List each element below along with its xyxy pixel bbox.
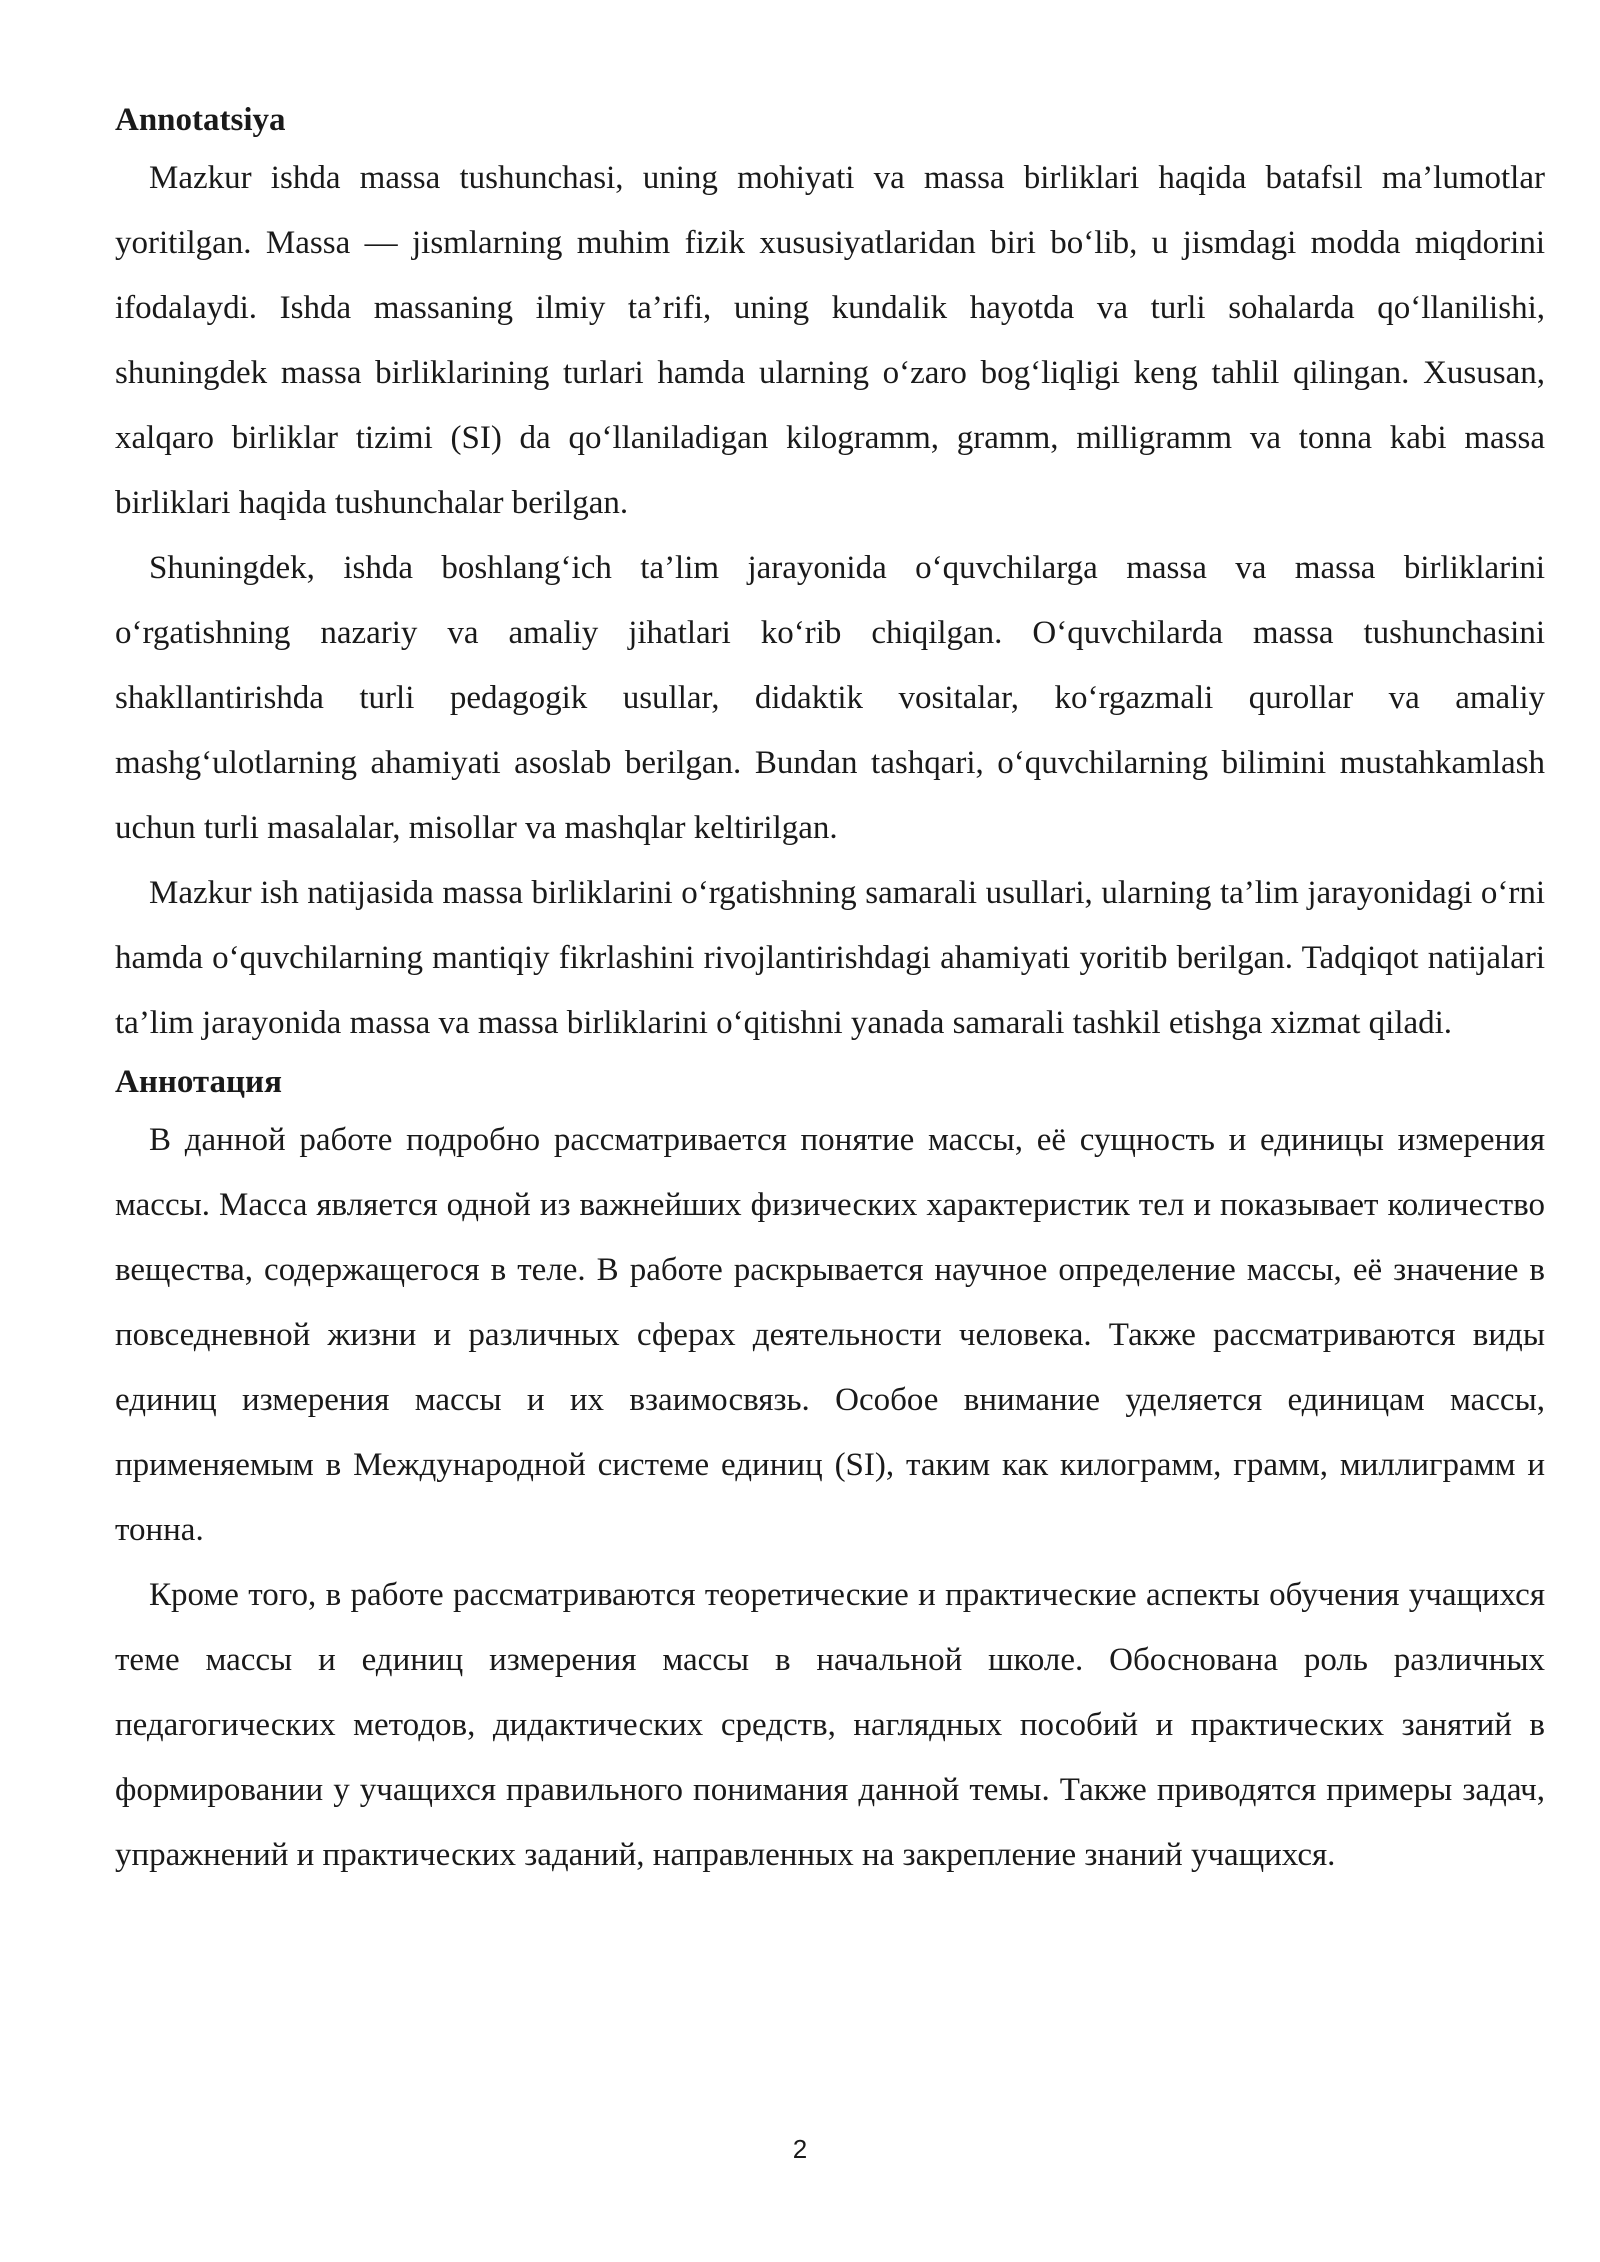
paragraph: В данной работе подробно рассматривается понятие массы, её сущность и единицы измерения массы. Масса является одной из важнейших физических характеристик тел и показывает количество вещества, содержащегося в теле. В работе раскрывается научное определение массы, её значение в повседневной жизни и различных сферах деятельности человека. Также рассматриваются виды единиц измерения массы и их взаимосвязь. Особое внимание уделяется единицам массы, применяемым в Международной системе единиц (SI), таким как килограмм, грамм, миллиграмм и тонна. — [115, 1122, 1545, 1548]
section-heading-russian: Аннотация — [115, 1064, 282, 1100]
paragraph: Shuningdek, ishda boshlang‘ich ta’lim jarayonida o‘quvchilarga massa va massa birliklarini o‘rgatishning nazariy va amaliy jihatlari ko‘rib chiqilgan. O‘quvchilarda massa tushunchasini shakllantirishda turli pedagogik usullar, didaktik vositalar, ko‘rgazmali qurollar va amaliy mashg‘ulotlarning ahamiyati asoslab berilgan. Bundan tashqari, o‘quvchilarning bilimini mustahkamlash uchun turli masalalar, misollar va mashqlar keltirilgan. — [115, 550, 1545, 846]
document-body — [115, 94, 1545, 1888]
uzbek-annotation-section — [115, 94, 1545, 1056]
section-heading-uzbek: Annotatsiya — [115, 102, 286, 138]
page-number: 2 — [792, 2134, 808, 2164]
paragraph: Mazkur ish natijasida massa birliklarini o‘rgatishning samarali usullari, ularning ta’lim jarayonidagi o‘rni hamda o‘quvchilarning mantiqiy fikrlashini rivojlantirishdagi ahamiyati yoritib berilgan. Tadqiqot natijalari ta’lim jarayonida massa va massa birliklarini o‘qitishni yanada samarali tashkil etishga xizmat qiladi. — [115, 875, 1545, 1041]
paragraph: Mazkur ishda massa tushunchasi, uning mohiyati va massa birliklari haqida batafsil ma’lumotlar yoritilgan. Massa — jismlarning muhim fizik xususiyatlaridan biri bo‘lib, u jismdagi modda miqdorini ifodalaydi. Ishda massaning ilmiy ta’rifi, uning kundalik hayotda va turli sohalarda qo‘llanilishi, shuningdek massa birliklarining turlari hamda ularning o‘zaro bog‘liqligi keng tahlil qilingan. Xususan, xalqaro birliklar tizimi (SI) da qo‘llaniladigan kilogramm, gramm, milligramm va tonna kabi massa birliklari haqida tushunchalar berilgan. — [115, 160, 1545, 521]
russian-annotation-section — [115, 1056, 1545, 1888]
paragraph: Кроме того, в работе рассматриваются теоретические и практические аспекты обучения учащихся теме массы и единиц измерения массы в начальной школе. Обоснована роль различных педагогических методов, дидактических средств, наглядных пособий и практических занятий в формировании у учащихся правильного понимания данной темы. Также приводятся примеры задач, упражнений и практических заданий, направленных на закрепление знаний учащихся. — [115, 1577, 1545, 1873]
